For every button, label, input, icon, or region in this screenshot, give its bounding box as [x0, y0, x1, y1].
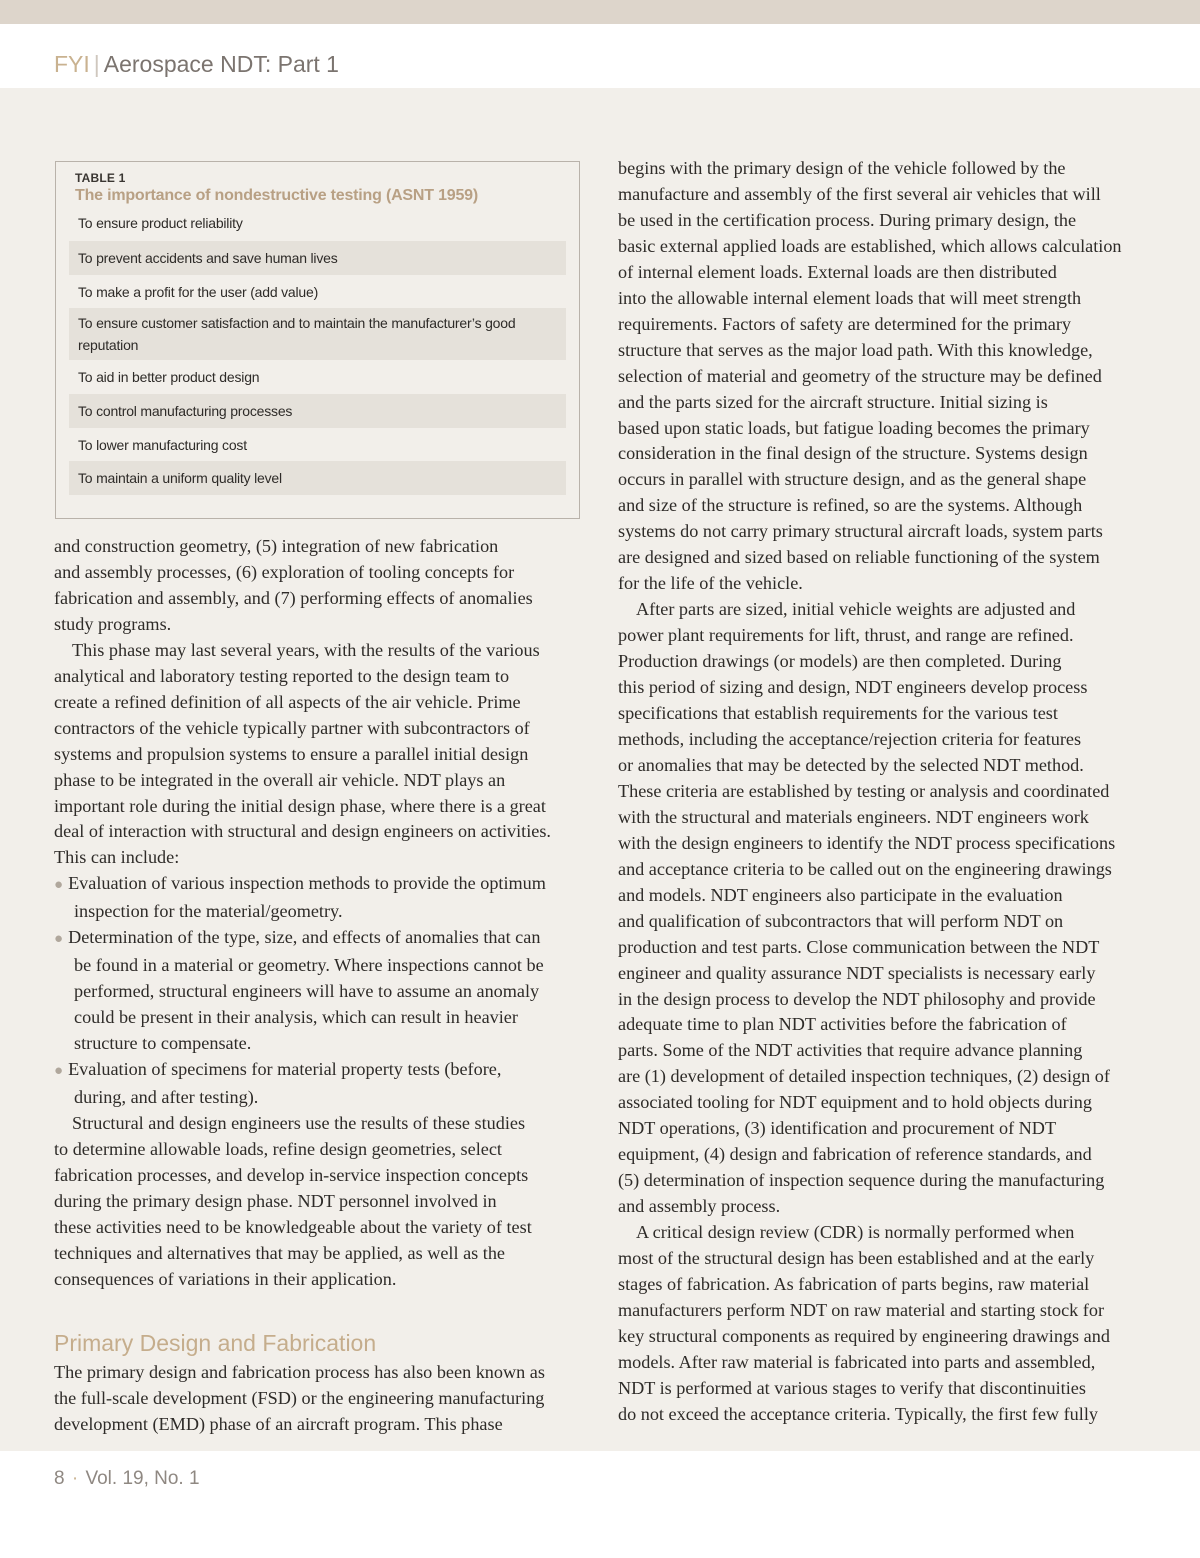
- body-line: and construction geometry, (5) integration of new fabrication: [54, 536, 499, 556]
- table-row: [69, 360, 566, 394]
- body-line: A critical design review (CDR) is normally performed when: [636, 1222, 1075, 1243]
- body-line: requirements. Factors of safety are determined for the primary: [618, 313, 1071, 334]
- bullet-line: be found in a material or geometry. Where inspections cannot be: [74, 955, 544, 976]
- body-line: specifications that establish requirements for the various test: [618, 703, 1058, 724]
- bullet-line: performed, structural engineers will have to assume an anomaly: [74, 981, 540, 1002]
- body-line: and models. NDT engineers also participate in the evaluation: [618, 884, 1063, 905]
- page-footer: [0, 1451, 1200, 1558]
- body-line: these activities need to be knowledgeable about the variety of test: [54, 1216, 532, 1237]
- body-line: with the design engineers to identify the NDT process specifications: [618, 832, 1116, 853]
- table-label: TABLE 1: [75, 171, 126, 185]
- table-body: [69, 209, 566, 495]
- body-line: After parts are sized, initial vehicle weights are adjusted and: [636, 599, 1076, 620]
- section-heading: Primary Design and Fabrication: [54, 1329, 377, 1356]
- body-line: begins with the primary design of the vehicle followed by the: [618, 158, 1066, 178]
- body-line: development (EMD) phase of an aircraft program. This phase: [54, 1413, 503, 1434]
- issue-label: Vol. 19, No. 1: [85, 1468, 200, 1489]
- header-separator: |: [93, 51, 100, 77]
- page-content: [0, 88, 1200, 1451]
- table-1: [55, 161, 580, 519]
- bullet-item: ● Determination of the type, size, and effects of anomalies that can: [54, 925, 584, 953]
- body-line: Production drawings (or models) are then completed. During: [618, 651, 1062, 672]
- body-line: with the structural and materials engineers. NDT engineers work: [618, 806, 1089, 827]
- body-line: adequate time to plan NDT activities before the fabrication of: [618, 1014, 1067, 1035]
- folio: [54, 1468, 200, 1490]
- body-line: and size of the structure is refined, so are the systems. Although: [618, 495, 1083, 516]
- body-line: or anomalies that may be detected by the selected NDT method.: [618, 754, 1084, 775]
- body-line: selection of material and geometry of the structure may be defined: [618, 365, 1102, 386]
- body-line: methods, including the acceptance/rejection criteria for features: [618, 728, 1082, 749]
- table-cell: To maintain a uniform quality level: [78, 470, 282, 487]
- body-line: during the primary design phase. NDT personnel involved in: [54, 1190, 497, 1211]
- body-line: of internal element loads. External loads are then distributed: [618, 261, 1057, 282]
- body-line: important role during the initial design phase, where there is a great: [54, 795, 546, 816]
- body-line: systems and propulsion systems to ensure a parallel initial design: [54, 743, 529, 764]
- body-line: contractors of the vehicle typically partner with subcontractors of: [54, 717, 530, 738]
- bullet-line: inspection for the material/geometry.: [74, 901, 343, 922]
- table-cell: To lower manufacturing cost: [78, 436, 247, 453]
- body-line: for the life of the vehicle.: [618, 573, 803, 594]
- page-header: [0, 24, 1200, 88]
- table-cell: To ensure product reliability: [78, 215, 243, 231]
- table-row: [69, 308, 566, 360]
- section-label: FYI: [54, 51, 90, 77]
- table-row: [69, 461, 566, 495]
- table-row: [69, 209, 566, 241]
- body-line: be used in the certification process. During primary design, the: [618, 209, 1077, 230]
- body-line: This phase may last several years, with the results of the various: [72, 639, 540, 660]
- body-line: study programs.: [54, 613, 172, 634]
- body-line: models. After raw material is fabricated into parts and assembled,: [618, 1351, 1096, 1372]
- body-line: consequences of variations in their application.: [54, 1268, 397, 1289]
- body-line: key structural components as required by engineering drawings and: [618, 1325, 1110, 1346]
- body-line: consideration in the final design of the structure. Systems design: [618, 443, 1088, 464]
- table-cell: To prevent accidents and save human lives: [78, 250, 338, 266]
- body-line: techniques and alternatives that may be applied, as well as the: [54, 1242, 505, 1263]
- body-line: This can include:: [54, 847, 180, 868]
- body-line: are (1) development of detailed inspection techniques, (2) design of: [618, 1066, 1110, 1087]
- bullet-item: ● Evaluation of various inspection methods to provide the optimum: [54, 871, 584, 899]
- body-line: manufacture and assembly of the first several air vehicles that will: [618, 183, 1101, 204]
- bullet-item: ● Evaluation of specimens for material property tests (before,: [54, 1057, 584, 1085]
- body-line: in the design process to develop the NDT philosophy and provide: [618, 988, 1096, 1009]
- body-line: to determine allowable loads, refine design geometries, select: [54, 1138, 502, 1159]
- body-line: These criteria are established by testing or analysis and coordinated: [618, 780, 1110, 801]
- table-row: [69, 394, 566, 428]
- body-line: basic external applied loads are established, which allows calculation: [618, 235, 1122, 256]
- table-cell: To control manufacturing processes: [78, 403, 293, 420]
- body-line: parts. Some of the NDT activities that require advance planning: [618, 1040, 1083, 1061]
- body-line: equipment, (4) design and fabrication of reference standards, and: [618, 1144, 1092, 1165]
- table-title: The importance of nondestructive testing (ASNT 1959): [75, 187, 478, 204]
- body-line: deal of interaction with structural and design engineers on activities.: [54, 821, 551, 842]
- body-line: NDT operations, (3) identification and procurement of NDT: [618, 1118, 1057, 1139]
- body-line: production and test parts. Close communication between the NDT: [618, 936, 1100, 957]
- header-title: Aerospace NDT: Part 1: [103, 51, 339, 77]
- body-line: stages of fabrication. As fabrication of parts begins, raw material: [618, 1273, 1090, 1294]
- body-line: analytical and laboratory testing reported to the design team to: [54, 665, 510, 686]
- left-column: [54, 534, 584, 1438]
- body-line: this period of sizing and design, NDT engineers develop process: [618, 677, 1088, 698]
- table-row: [69, 428, 566, 462]
- body-line: manufacturers perform NDT on raw material and starting stock for: [618, 1299, 1105, 1320]
- body-line: occurs in parallel with structure design, and as the general shape: [618, 469, 1087, 490]
- page-number: 8: [54, 1468, 65, 1489]
- body-line: most of the structural design has been established and at the early: [618, 1248, 1095, 1269]
- body-line: create a refined definition of all aspects of the air vehicle. Prime: [54, 691, 521, 712]
- table-cell: To aid in better product design: [78, 369, 260, 386]
- right-column: [618, 156, 1153, 1428]
- body-line: NDT is performed at various stages to verify that discontinuities: [618, 1377, 1086, 1398]
- body-line: and the parts sized for the aircraft structure. Initial sizing is: [618, 391, 1048, 412]
- body-line: fabrication and assembly, and (7) performing effects of anomalies: [54, 587, 533, 608]
- body-line: The primary design and fabrication process has also been known as: [54, 1361, 545, 1382]
- body-line: the full-scale development (FSD) or the engineering manufacturing: [54, 1387, 545, 1408]
- body-line: fabrication processes, and develop in-service inspection concepts: [54, 1164, 529, 1185]
- body-line: are designed and sized based on reliable functioning of the system: [618, 547, 1100, 568]
- body-line: and acceptance criteria to be called out on the engineering drawings: [618, 858, 1112, 879]
- table-cell: To make a profit for the user (add value): [78, 283, 319, 300]
- table-row: [69, 241, 566, 275]
- table-cell-continued: reputation: [78, 337, 139, 354]
- running-head: [54, 51, 339, 78]
- body-line: (5) determination of inspection sequence during the manufacturing: [618, 1170, 1105, 1191]
- bullet-line: could be present in their analysis, which can result in heavier: [74, 1007, 518, 1028]
- bullet-line: during, and after testing).: [74, 1087, 259, 1108]
- body-line: based upon static loads, but fatigue loading becomes the primary: [618, 417, 1090, 438]
- body-line: engineer and quality assurance NDT specialists is necessary early: [618, 962, 1096, 983]
- body-line: and assembly process.: [618, 1196, 781, 1217]
- body-line: into the allowable internal element loads that will meet strength: [618, 287, 1082, 308]
- bullet-line: structure to compensate.: [74, 1033, 252, 1054]
- table-cell: To ensure customer satisfaction and to maintain the manufacturer’s good: [78, 315, 516, 332]
- body-line: systems do not carry primary structural aircraft loads, system parts: [618, 521, 1103, 542]
- body-line: Structural and design engineers use the results of these studies: [72, 1112, 526, 1133]
- body-line: power plant requirements for lift, thrust, and range are refined.: [618, 625, 1074, 646]
- body-line: structure that serves as the major load path. With this knowledge,: [618, 339, 1093, 360]
- body-line: do not exceed the acceptance criteria. Typically, the first few fully: [618, 1403, 1098, 1424]
- top-band: [0, 0, 1200, 24]
- folio-dot: ·: [71, 1468, 79, 1489]
- body-line: and qualification of subcontractors that will perform NDT on: [618, 910, 1064, 931]
- table-row: [69, 275, 566, 309]
- body-line: associated tooling for NDT equipment and to hold objects during: [618, 1092, 1092, 1113]
- body-line: phase to be integrated in the overall air vehicle. NDT plays an: [54, 769, 506, 790]
- body-line: and assembly processes, (6) exploration of tooling concepts for: [54, 561, 515, 582]
